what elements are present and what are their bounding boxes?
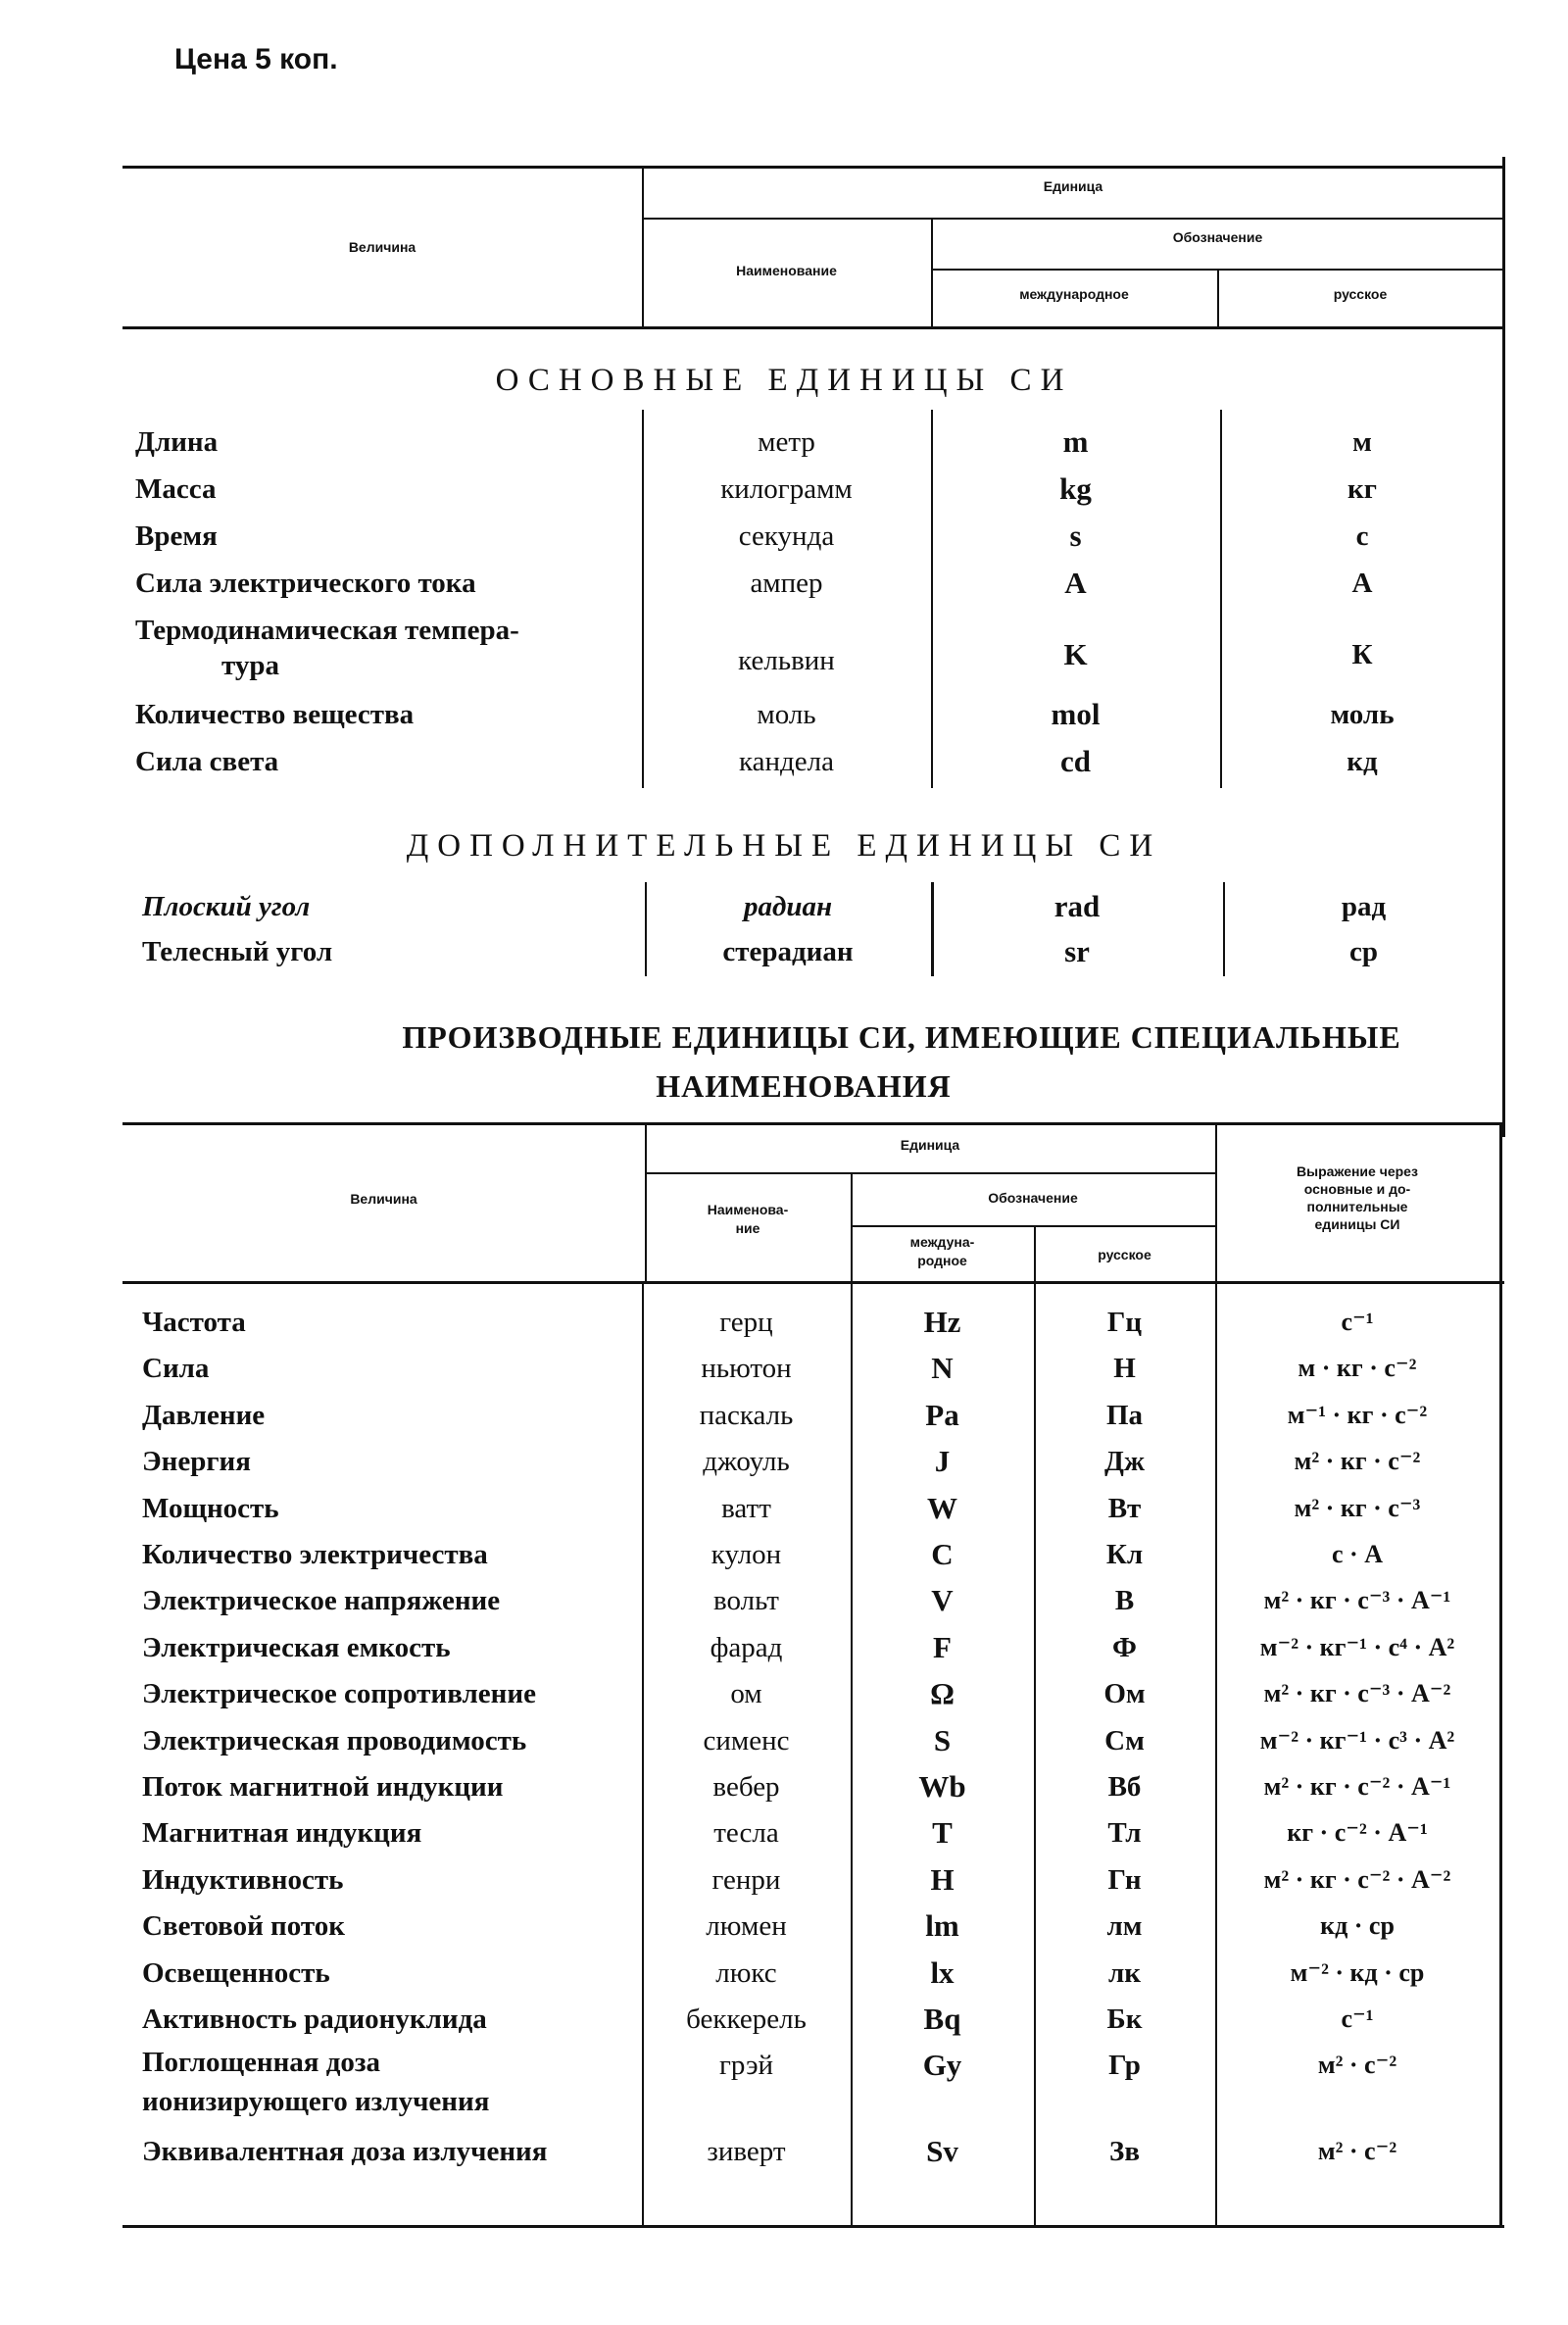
table-row bbox=[0, 561, 1568, 606]
unit-name-cell: вольт bbox=[713, 1585, 779, 1617]
rus-symbol-cell: Гн bbox=[1107, 1863, 1142, 1896]
table-row bbox=[0, 1439, 1568, 1484]
expression-cell: с⁻¹ bbox=[1341, 2004, 1374, 2033]
header-unit: Единица bbox=[1043, 178, 1103, 194]
table-row bbox=[0, 1951, 1568, 1996]
quantity-cell: Индуктивность bbox=[142, 1863, 344, 1896]
intl-symbol-cell: lm bbox=[925, 1908, 959, 1944]
header-expression-line4: единицы СИ bbox=[1314, 1216, 1400, 1232]
header-name: Наименова- bbox=[707, 1202, 789, 1217]
unit-name-cell: герц bbox=[719, 1307, 773, 1338]
table-row bbox=[0, 1578, 1568, 1623]
intl-symbol-cell: Bq bbox=[923, 2002, 961, 2036]
unit-name-cell: тесла bbox=[713, 1817, 779, 1850]
intl-symbol-cell: Sv bbox=[926, 2133, 958, 2168]
rus-symbol-cell: ср bbox=[1349, 936, 1378, 967]
rus-symbol-cell: В bbox=[1114, 1585, 1135, 1617]
table-row bbox=[0, 1625, 1568, 1670]
unit-name-cell: беккерель bbox=[686, 2003, 807, 2035]
intl-symbol-cell: S bbox=[933, 1722, 952, 1757]
unit-name-cell: кандела bbox=[738, 746, 834, 777]
intl-symbol-cell: Pa bbox=[925, 1397, 959, 1432]
unit-name-cell: ом bbox=[730, 1678, 762, 1710]
quantity-cell: Электрическая емкость bbox=[142, 1631, 451, 1663]
unit-name-cell: грэй bbox=[718, 2050, 774, 2082]
table-row bbox=[0, 514, 1568, 559]
unit-name-cell: люмен bbox=[706, 1910, 787, 1943]
header-designation: Обозначение bbox=[988, 1190, 1078, 1206]
rus-symbol-cell: Н bbox=[1113, 1353, 1136, 1385]
quantity-cell: Поток магнитной индукции bbox=[142, 1771, 504, 1803]
quantity-cell: Энергия bbox=[142, 1446, 251, 1478]
unit-name-cell: кулон bbox=[710, 1539, 782, 1570]
expression-cell: кд · ср bbox=[1320, 1911, 1395, 1941]
quantity-cell: Электрическая проводимость bbox=[142, 1724, 527, 1756]
rus-symbol-cell: Зв bbox=[1109, 2135, 1140, 2167]
quantity-cell: Мощность bbox=[142, 1492, 279, 1524]
unit-name-cell: сименс bbox=[703, 1724, 790, 1756]
rus-symbol-cell: кг bbox=[1348, 473, 1377, 505]
rus-symbol-cell: Кл bbox=[1105, 1539, 1144, 1570]
intl-symbol-cell: W bbox=[927, 1490, 957, 1525]
supplementary-units-title: ДОПОЛНИТЕЛЬНЫЕ ЕДИНИЦЫ СИ bbox=[406, 828, 1162, 864]
quantity-cell: Количество электричества bbox=[142, 1539, 488, 1570]
expression-cell: м⁻² · кг⁻¹ · с⁴ · А² bbox=[1259, 1632, 1455, 1661]
intl-symbol-cell: rad bbox=[1054, 889, 1101, 923]
rus-symbol-cell: с bbox=[1355, 520, 1369, 552]
quantity-cell: Телесный угол bbox=[142, 936, 333, 967]
rus-symbol-cell: кд bbox=[1347, 746, 1378, 777]
rus-symbol-cell: А bbox=[1351, 568, 1373, 599]
intl-symbol-cell: Gy bbox=[922, 2048, 962, 2083]
quantity-cell-continued: тура bbox=[221, 650, 279, 681]
quantity-cell: Сила света bbox=[135, 746, 279, 777]
unit-name-cell: ньютон bbox=[701, 1353, 792, 1385]
intl-symbol-cell: kg bbox=[1059, 471, 1092, 506]
header-russian: русское bbox=[1098, 1247, 1152, 1262]
table-row bbox=[0, 1486, 1568, 1531]
table-row bbox=[0, 1532, 1568, 1577]
intl-symbol-cell: C bbox=[931, 1537, 954, 1571]
unit-name-cell: метр bbox=[758, 426, 815, 458]
header-designation: Обозначение bbox=[1172, 229, 1263, 245]
rus-symbol-cell: Вт bbox=[1107, 1492, 1142, 1524]
table-row bbox=[0, 2043, 1568, 2118]
quantity-cell: Магнитная индукция bbox=[142, 1817, 422, 1850]
table-row bbox=[0, 692, 1568, 737]
intl-symbol-cell: lx bbox=[930, 1954, 955, 1990]
expression-cell: м² · кг · с⁻³ · А⁻¹ bbox=[1263, 1586, 1451, 1615]
expression-cell: м² · кг · с⁻² · А⁻² bbox=[1263, 1864, 1451, 1894]
rus-symbol-cell: Ф bbox=[1112, 1631, 1137, 1663]
quantity-cell: Плоский угол bbox=[142, 891, 311, 922]
quantity-cell: Электрическое напряжение bbox=[142, 1585, 501, 1617]
unit-name-cell: джоуль bbox=[703, 1446, 790, 1478]
expression-cell: м² · с⁻² bbox=[1317, 2051, 1397, 2080]
table-row bbox=[0, 1671, 1568, 1716]
quantity-cell: Количество вещества bbox=[135, 699, 415, 730]
table-row bbox=[0, 1300, 1568, 1345]
rus-symbol-cell: Тл bbox=[1107, 1817, 1142, 1850]
intl-symbol-cell: Hz bbox=[923, 1305, 961, 1339]
quantity-cell: Длина bbox=[135, 426, 219, 458]
quantity-cell: Сила электрического тока bbox=[135, 568, 476, 599]
quantity-cell: Эквивалентная доза излучения bbox=[142, 2135, 548, 2167]
derived-units-title: ПРОИЗВОДНЫЕ ЕДИНИЦЫ СИ, ИМЕЮЩИЕ СПЕЦИАЛЬНЫЕ bbox=[402, 1019, 1401, 1055]
rus-symbol-cell: Вб bbox=[1107, 1771, 1142, 1803]
quantity-cell: Активность радионуклида bbox=[142, 2003, 487, 2035]
header-russian: русское bbox=[1333, 286, 1388, 302]
derived-units-title-continued: НАИМЕНОВАНИЯ bbox=[656, 1068, 952, 1104]
table-row bbox=[0, 1857, 1568, 1903]
quantity-cell: Время bbox=[135, 520, 218, 552]
quantity-cell: Термодинамическая темпера- bbox=[135, 615, 519, 646]
intl-symbol-cell: K bbox=[1063, 637, 1088, 671]
table-row bbox=[0, 1997, 1568, 2042]
expression-cell: м · кг · с⁻² bbox=[1298, 1354, 1417, 1383]
header-expression-line2: основные и до- bbox=[1303, 1181, 1411, 1197]
table-row bbox=[0, 1764, 1568, 1809]
table-row bbox=[0, 739, 1568, 784]
intl-symbol-cell: cd bbox=[1060, 744, 1091, 778]
table-row bbox=[0, 467, 1568, 512]
header-international: междуна- bbox=[909, 1234, 975, 1250]
table-row bbox=[0, 929, 1568, 974]
unit-name-cell: секунда bbox=[738, 520, 835, 552]
unit-name-cell: вебер bbox=[712, 1771, 780, 1803]
quantity-cell: Давление bbox=[142, 1399, 266, 1431]
header-international-continued: родное bbox=[917, 1253, 967, 1268]
quantity-cell: Сила bbox=[142, 1353, 210, 1385]
expression-cell: м⁻¹ · кг · с⁻² bbox=[1287, 1400, 1428, 1429]
intl-symbol-cell: F bbox=[933, 1629, 952, 1664]
header-name: Наименование bbox=[736, 263, 837, 278]
header-name-continued: ние bbox=[735, 1220, 760, 1236]
unit-name-cell: кельвин bbox=[738, 645, 835, 676]
rus-symbol-cell: К bbox=[1351, 639, 1373, 670]
rus-symbol-cell: Па bbox=[1105, 1399, 1144, 1431]
header-unit: Единица bbox=[900, 1137, 960, 1153]
expression-cell: м² · кг · с⁻³ bbox=[1294, 1493, 1421, 1522]
rus-symbol-cell: моль bbox=[1330, 699, 1395, 730]
table-row bbox=[0, 1810, 1568, 1855]
intl-symbol-cell: T bbox=[932, 1815, 953, 1851]
unit-name-cell: радиан bbox=[743, 891, 833, 922]
intl-symbol-cell: V bbox=[931, 1583, 954, 1618]
unit-name-cell: люкс bbox=[715, 1956, 777, 1989]
intl-symbol-cell: mol bbox=[1051, 697, 1101, 731]
table-row bbox=[0, 2129, 1568, 2174]
unit-name-cell: генри bbox=[711, 1863, 781, 1896]
intl-symbol-cell: H bbox=[930, 1861, 955, 1897]
quantity-cell: Частота bbox=[142, 1307, 246, 1338]
unit-name-cell: ампер bbox=[750, 568, 823, 599]
rus-symbol-cell: рад bbox=[1341, 891, 1387, 922]
table-row bbox=[0, 1718, 1568, 1763]
expression-cell: с · А bbox=[1332, 1540, 1383, 1568]
unit-name-cell: моль bbox=[757, 699, 816, 730]
unit-name-cell: килограмм bbox=[720, 473, 853, 505]
rus-symbol-cell: Гр bbox=[1108, 2050, 1141, 2082]
intl-symbol-cell: sr bbox=[1064, 934, 1090, 968]
expression-cell: м² · кг · с⁻² bbox=[1294, 1447, 1421, 1476]
header-international: международное bbox=[1019, 286, 1129, 302]
quantity-cell-continued: ионизирующего излучения bbox=[142, 2086, 490, 2118]
quantity-cell: Поглощенная доза bbox=[142, 2047, 381, 2079]
price-label: Цена 5 коп. bbox=[174, 43, 338, 75]
table-row bbox=[0, 884, 1568, 929]
expression-cell: м⁻² · кг⁻¹ · с³ · А² bbox=[1259, 1725, 1455, 1755]
table-row bbox=[0, 613, 1568, 691]
expression-cell: м² · кг · с⁻³ · А⁻² bbox=[1263, 1679, 1451, 1708]
expression-cell: м² · с⁻² bbox=[1317, 2136, 1397, 2165]
header-expression-line3: полнительные bbox=[1306, 1199, 1408, 1214]
rus-symbol-cell: Ом bbox=[1103, 1678, 1146, 1710]
intl-symbol-cell: A bbox=[1064, 566, 1087, 600]
expression-cell: м⁻² · кд · ср bbox=[1290, 1957, 1425, 1987]
header-quantity: Величина bbox=[348, 239, 416, 255]
quantity-cell: Электрическое сопротивление bbox=[142, 1678, 536, 1710]
unit-name-cell: зиверт bbox=[707, 2135, 786, 2167]
unit-name-cell: ватт bbox=[721, 1492, 771, 1524]
intl-symbol-cell: Wb bbox=[918, 1769, 966, 1804]
unit-name-cell: паскаль bbox=[699, 1399, 794, 1431]
rus-symbol-cell: Бк bbox=[1106, 2003, 1143, 2035]
rus-symbol-cell: Дж bbox=[1104, 1446, 1145, 1478]
table-row bbox=[0, 1393, 1568, 1438]
table-row bbox=[0, 420, 1568, 465]
table-row bbox=[0, 1904, 1568, 1949]
rus-symbol-cell: лк bbox=[1108, 1956, 1141, 1989]
intl-symbol-cell: m bbox=[1062, 424, 1089, 459]
quantity-cell: Световой поток bbox=[142, 1910, 345, 1943]
unit-name-cell: фарад bbox=[710, 1631, 783, 1663]
unit-name-cell: стерадиан bbox=[722, 936, 854, 967]
intl-symbol-cell: s bbox=[1069, 519, 1082, 553]
quantity-cell: Масса bbox=[135, 473, 217, 505]
expression-cell: м² · кг · с⁻² · А⁻¹ bbox=[1263, 1772, 1451, 1801]
header-expression: Выражение через bbox=[1297, 1163, 1418, 1179]
rus-symbol-cell: Гц bbox=[1106, 1307, 1143, 1338]
intl-symbol-cell: Ω bbox=[930, 1676, 955, 1711]
expression-cell: кг · с⁻² · А⁻¹ bbox=[1287, 1818, 1428, 1848]
intl-symbol-cell: N bbox=[931, 1351, 954, 1386]
table-row bbox=[0, 1346, 1568, 1391]
base-units-title: ОСНОВНЫЕ ЕДИНИЦЫ СИ bbox=[495, 363, 1073, 398]
rus-symbol-cell: См bbox=[1104, 1724, 1145, 1756]
intl-symbol-cell: J bbox=[934, 1444, 951, 1479]
expression-cell: с⁻¹ bbox=[1341, 1308, 1374, 1336]
rus-symbol-cell: м bbox=[1352, 426, 1372, 458]
header-quantity: Величина bbox=[350, 1191, 417, 1207]
quantity-cell: Освещенность bbox=[142, 1956, 330, 1989]
rus-symbol-cell: лм bbox=[1106, 1910, 1143, 1943]
